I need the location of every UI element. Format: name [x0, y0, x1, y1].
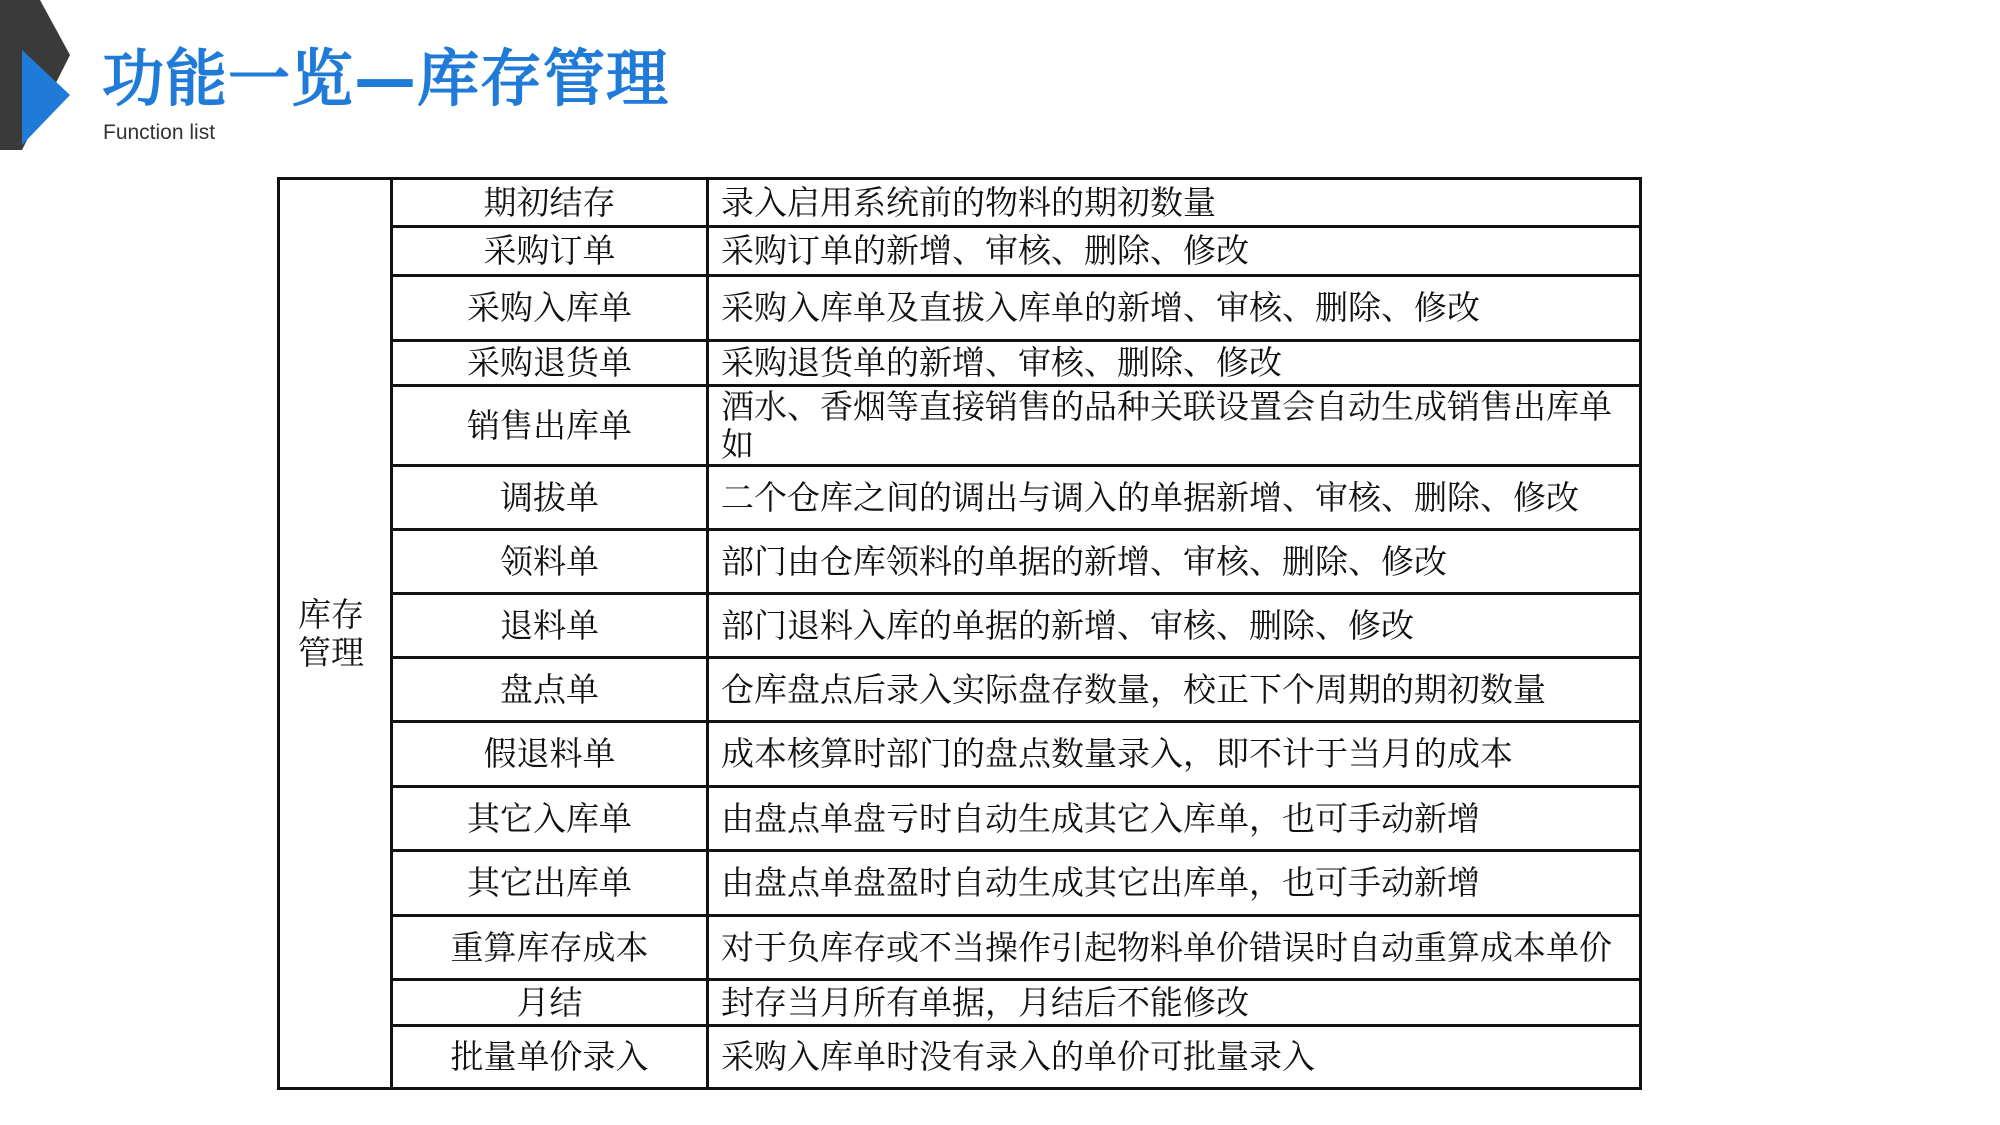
- item-desc: 部门退料入库的单据的新增、审核、删除、修改: [708, 594, 1641, 658]
- item-name: 其它入库单: [392, 787, 708, 851]
- category-cell: [279, 179, 392, 1089]
- table-row: [279, 1026, 1641, 1089]
- item-desc: 采购退货单的新增、审核、删除、修改: [708, 341, 1641, 386]
- item-desc: 采购订单的新增、审核、删除、修改: [708, 227, 1641, 276]
- item-desc: 酒水、香烟等直接销售的品种关联设置会自动生成销售出库单如: [708, 386, 1641, 466]
- item-desc: 录入启用系统前的物料的期初数量: [708, 179, 1641, 227]
- item-name: 销售出库单: [392, 386, 708, 466]
- table-row: [279, 722, 1641, 787]
- table-row: [279, 916, 1641, 980]
- item-desc: 仓库盘点后录入实际盘存数量，校正下个周期的期初数量: [708, 658, 1641, 722]
- table-row: [279, 851, 1641, 916]
- item-desc: 二个仓库之间的调出与调入的单据新增、审核、删除、修改: [708, 466, 1641, 530]
- table-row: [279, 227, 1641, 276]
- table-row: [279, 658, 1641, 722]
- table-row: [279, 179, 1641, 227]
- table-row: [279, 341, 1641, 386]
- category-label: 库存管理: [298, 594, 364, 672]
- item-name: 期初结存: [392, 179, 708, 227]
- item-name: 调拔单: [392, 466, 708, 530]
- item-desc: 采购入库单及直拔入库单的新增、审核、删除、修改: [708, 276, 1641, 341]
- page-subtitle: Function list: [103, 121, 216, 144]
- item-name: 盘点单: [392, 658, 708, 722]
- item-name: 月结: [392, 980, 708, 1026]
- function-table-container: [277, 177, 1642, 1090]
- item-name: 退料单: [392, 594, 708, 658]
- item-name: 采购入库单: [392, 276, 708, 341]
- chevron-right-icon: [0, 0, 80, 150]
- table-row: [279, 787, 1641, 851]
- item-name: 领料单: [392, 530, 708, 594]
- item-desc: 成本核算时部门的盘点数量录入，即不计于当月的成本: [708, 722, 1641, 787]
- item-name: 采购退货单: [392, 341, 708, 386]
- table-row: [279, 386, 1641, 466]
- item-desc: 封存当月所有单据，月结后不能修改: [708, 980, 1641, 1026]
- table-row: [279, 530, 1641, 594]
- page-title: 功能一览—库存管理: [102, 42, 670, 115]
- item-name: 重算库存成本: [392, 916, 708, 980]
- table-row: [279, 594, 1641, 658]
- table-row: [279, 276, 1641, 341]
- item-desc: 由盘点单盘亏时自动生成其它入库单，也可手动新增: [708, 787, 1641, 851]
- item-name: 其它出库单: [392, 851, 708, 916]
- item-desc: 部门由仓库领料的单据的新增、审核、删除、修改: [708, 530, 1641, 594]
- table-row: [279, 980, 1641, 1026]
- function-table: [277, 177, 1642, 1090]
- item-desc: 采购入库单时没有录入的单价可批量录入: [708, 1026, 1641, 1089]
- item-desc: 对于负库存或不当操作引起物料单价错误时自动重算成本单价: [708, 916, 1641, 980]
- item-name: 批量单价录入: [392, 1026, 708, 1089]
- item-name: 采购订单: [392, 227, 708, 276]
- table-row: [279, 466, 1641, 530]
- item-name: 假退料单: [392, 722, 708, 787]
- item-desc: 由盘点单盘盈时自动生成其它出库单，也可手动新增: [708, 851, 1641, 916]
